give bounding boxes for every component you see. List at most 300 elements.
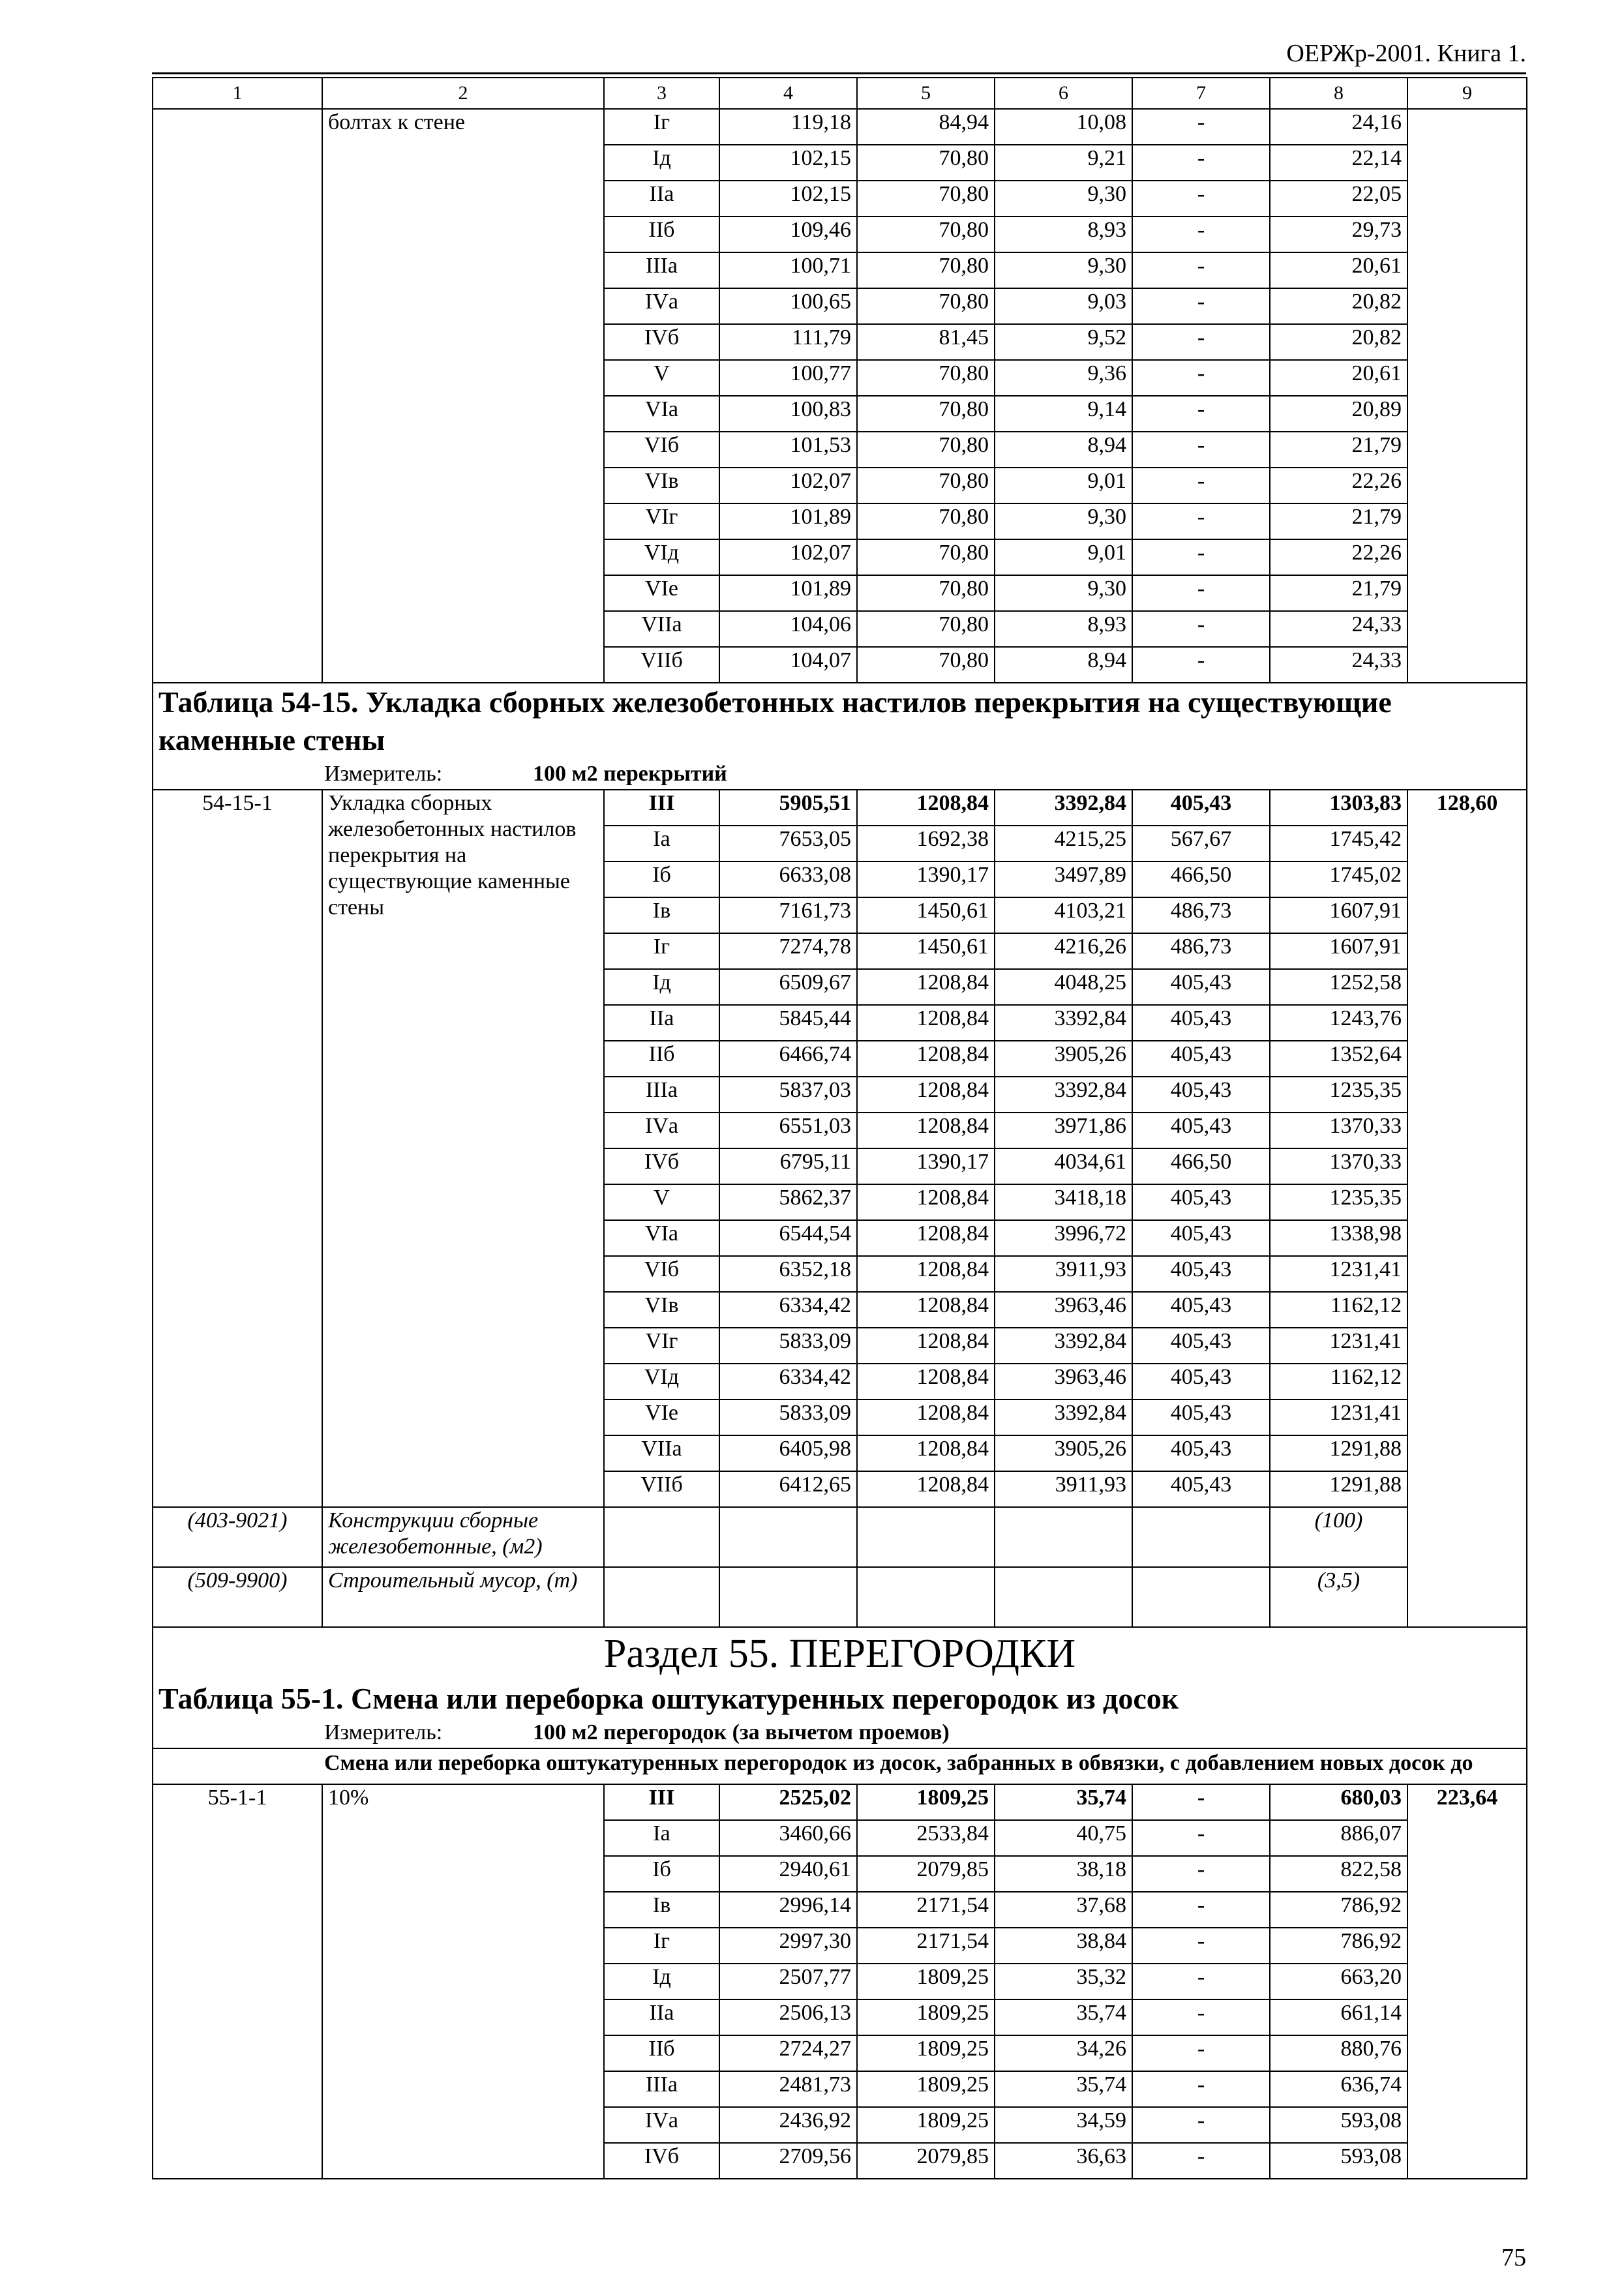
- work-description: Смена или переборка оштукатуренных перегородок из досок, забранных в обвязки, с добавлением новых досок до: [324, 1751, 1473, 1775]
- labor-cost-cell: 1390,17: [857, 1148, 995, 1184]
- machine-cost-cell: 3905,26: [995, 1041, 1132, 1077]
- table-title: Таблица 54-15. Укладка сборных железобетонных настилов перекрытия на существующие каменные стены: [158, 685, 1392, 756]
- table-row: [153, 109, 1527, 145]
- labor-cost-cell: 1809,25: [857, 1999, 995, 2035]
- operator-wage-cell: -: [1132, 217, 1270, 252]
- machine-cost-cell: 38,84: [995, 1928, 1132, 1964]
- zone-cell: V: [604, 1184, 719, 1220]
- labor-cost-cell: 2171,54: [857, 1928, 995, 1964]
- zone-cell: Iг: [604, 109, 719, 145]
- code-cell: 54-15-1: [153, 790, 322, 1507]
- zone-cell: IIб: [604, 1041, 719, 1077]
- operator-wage-cell: 405,43: [1132, 1077, 1270, 1113]
- machine-cost-cell: 3392,84: [995, 1399, 1132, 1435]
- operator-wage-cell: -: [1132, 1964, 1270, 1999]
- machine-cost-cell: 9,21: [995, 145, 1132, 181]
- operator-wage-cell: -: [1132, 468, 1270, 503]
- total-cost-cell: 6544,54: [719, 1220, 857, 1256]
- materials-cost-cell: 1231,41: [1270, 1256, 1407, 1292]
- total-cost-cell: 7161,73: [719, 897, 857, 933]
- materials-cost-cell: 1243,76: [1270, 1005, 1407, 1041]
- operator-wage-cell: 405,43: [1132, 969, 1270, 1005]
- machine-cost-cell: 9,52: [995, 324, 1132, 360]
- total-cost-cell: 109,46: [719, 217, 857, 252]
- zone-cell: VIд: [604, 1364, 719, 1399]
- materials-cost-cell: 24,16: [1270, 109, 1407, 145]
- zone-cell: Iв: [604, 897, 719, 933]
- operator-wage-cell: -: [1132, 1928, 1270, 1964]
- code-cell: [153, 109, 322, 683]
- total-cost-cell: 102,07: [719, 468, 857, 503]
- operator-wage-cell: -: [1132, 288, 1270, 324]
- materials-cost-cell: 786,92: [1270, 1928, 1407, 1964]
- materials-cost-cell: 29,73: [1270, 217, 1407, 252]
- labor-cost-cell: 1208,84: [857, 790, 995, 826]
- total-cost-cell: 5862,37: [719, 1184, 857, 1220]
- description-row: [153, 1748, 1527, 1784]
- zone-cell: VIб: [604, 432, 719, 468]
- materials-cost-cell: 886,07: [1270, 1820, 1407, 1856]
- machine-cost-cell: 3418,18: [995, 1184, 1132, 1220]
- section-heading-row: [153, 1627, 1527, 1680]
- measure-unit: [158, 1718, 1521, 1748]
- column-number: 9: [1407, 78, 1527, 109]
- machine-cost-cell: 9,03: [995, 288, 1132, 324]
- materials-cost-cell: 593,08: [1270, 2107, 1407, 2143]
- zone-cell: IVа: [604, 288, 719, 324]
- zone-cell: III: [604, 1784, 719, 1820]
- zone-cell: VIг: [604, 503, 719, 539]
- table-cell: [857, 1507, 995, 1567]
- materials-cost-cell: 1231,41: [1270, 1399, 1407, 1435]
- machine-cost-cell: 35,32: [995, 1964, 1132, 1999]
- machine-cost-cell: 4216,26: [995, 933, 1132, 969]
- labor-cost-cell: 70,80: [857, 539, 995, 575]
- materials-cost-cell: 22,26: [1270, 539, 1407, 575]
- materials-cost-cell: 24,33: [1270, 647, 1407, 683]
- zone-cell: IIа: [604, 1999, 719, 2035]
- machine-cost-cell: 8,93: [995, 217, 1132, 252]
- labor-cost-cell: 1208,84: [857, 1292, 995, 1328]
- operator-wage-cell: 405,43: [1132, 1328, 1270, 1364]
- total-cost-cell: 6551,03: [719, 1113, 857, 1148]
- total-cost-cell: 7274,78: [719, 933, 857, 969]
- labor-cost-cell: 1809,25: [857, 2107, 995, 2143]
- labor-hours-cell: 128,60: [1407, 790, 1527, 1627]
- zone-cell: IIIа: [604, 2071, 719, 2107]
- machine-cost-cell: 8,94: [995, 432, 1132, 468]
- header-rule: [152, 72, 1526, 74]
- labor-cost-cell: 1208,84: [857, 1471, 995, 1507]
- operator-wage-cell: -: [1132, 360, 1270, 396]
- labor-hours-cell: [1407, 109, 1527, 683]
- total-cost-cell: 100,65: [719, 288, 857, 324]
- machine-cost-cell: 9,14: [995, 396, 1132, 432]
- column-number: 3: [604, 78, 719, 109]
- zone-cell: IVа: [604, 2107, 719, 2143]
- resource-row: [153, 1507, 1527, 1567]
- operator-wage-cell: 405,43: [1132, 1005, 1270, 1041]
- machine-cost-cell: 3996,72: [995, 1220, 1132, 1256]
- zone-cell: Iд: [604, 1964, 719, 1999]
- operator-wage-cell: -: [1132, 145, 1270, 181]
- machine-cost-cell: 3963,46: [995, 1364, 1132, 1399]
- machine-cost-cell: 40,75: [995, 1820, 1132, 1856]
- measure-value: 100 м2 перегородок (за вычетом проемов): [533, 1720, 950, 1744]
- labor-cost-cell: 70,80: [857, 432, 995, 468]
- materials-cost-cell: 1303,83: [1270, 790, 1407, 826]
- zone-cell: IVб: [604, 324, 719, 360]
- total-cost-cell: 101,53: [719, 432, 857, 468]
- machine-cost-cell: 35,74: [995, 2071, 1132, 2107]
- total-cost-cell: 6334,42: [719, 1364, 857, 1399]
- machine-cost-cell: 37,68: [995, 1892, 1132, 1928]
- materials-cost-cell: 680,03: [1270, 1784, 1407, 1820]
- work-name-cell: Укладка сборных железобетонных настилов перекрытия на существующие каменные стены: [322, 790, 604, 1507]
- zone-cell: V: [604, 360, 719, 396]
- column-number: 8: [1270, 78, 1407, 109]
- materials-cost-cell: 20,61: [1270, 360, 1407, 396]
- labor-cost-cell: 1809,25: [857, 1784, 995, 1820]
- machine-cost-cell: 34,26: [995, 2035, 1132, 2071]
- work-name-cell: болтах к стене: [322, 109, 604, 683]
- total-cost-cell: 6352,18: [719, 1256, 857, 1292]
- materials-cost-cell: 1370,33: [1270, 1148, 1407, 1184]
- measure-label: Измеритель:: [324, 762, 443, 786]
- labor-cost-cell: 1208,84: [857, 1113, 995, 1148]
- operator-wage-cell: 405,43: [1132, 1041, 1270, 1077]
- resource-qty-cell: (100): [1270, 1507, 1407, 1567]
- table-heading-row: [153, 1680, 1527, 1748]
- total-cost-cell: 5833,09: [719, 1328, 857, 1364]
- materials-cost-cell: 20,61: [1270, 252, 1407, 288]
- operator-wage-cell: 466,50: [1132, 1148, 1270, 1184]
- machine-cost-cell: 3392,84: [995, 1328, 1132, 1364]
- materials-cost-cell: 22,14: [1270, 145, 1407, 181]
- resource-name-cell: Строительный мусор, (т): [322, 1567, 604, 1627]
- table-cell: [857, 1567, 995, 1627]
- total-cost-cell: 104,07: [719, 647, 857, 683]
- total-cost-cell: 2507,77: [719, 1964, 857, 1999]
- total-cost-cell: 102,15: [719, 181, 857, 217]
- machine-cost-cell: 9,30: [995, 181, 1132, 217]
- total-cost-cell: 2940,61: [719, 1856, 857, 1892]
- machine-cost-cell: 3963,46: [995, 1292, 1132, 1328]
- operator-wage-cell: -: [1132, 1856, 1270, 1892]
- total-cost-cell: 119,18: [719, 109, 857, 145]
- machine-cost-cell: 3497,89: [995, 861, 1132, 897]
- zone-cell: Iд: [604, 969, 719, 1005]
- labor-cost-cell: 2171,54: [857, 1892, 995, 1928]
- total-cost-cell: 2525,02: [719, 1784, 857, 1820]
- zone-cell: VIа: [604, 1220, 719, 1256]
- operator-wage-cell: 405,43: [1132, 1399, 1270, 1435]
- materials-cost-cell: 661,14: [1270, 1999, 1407, 2035]
- materials-cost-cell: 20,82: [1270, 288, 1407, 324]
- materials-cost-cell: 822,58: [1270, 1856, 1407, 1892]
- operator-wage-cell: -: [1132, 503, 1270, 539]
- labor-cost-cell: 1809,25: [857, 2071, 995, 2107]
- total-cost-cell: 2481,73: [719, 2071, 857, 2107]
- labor-cost-cell: 1208,84: [857, 1041, 995, 1077]
- zone-cell: IVб: [604, 1148, 719, 1184]
- operator-wage-cell: -: [1132, 1784, 1270, 1820]
- operator-wage-cell: 405,43: [1132, 790, 1270, 826]
- column-number: 2: [322, 78, 604, 109]
- zone-cell: Iб: [604, 1856, 719, 1892]
- labor-cost-cell: 1208,84: [857, 1328, 995, 1364]
- zone-cell: VIIб: [604, 647, 719, 683]
- labor-cost-cell: 70,80: [857, 611, 995, 647]
- resource-row: [153, 1567, 1527, 1627]
- labor-cost-cell: 84,94: [857, 109, 995, 145]
- total-cost-cell: 6466,74: [719, 1041, 857, 1077]
- materials-cost-cell: 1338,98: [1270, 1220, 1407, 1256]
- machine-cost-cell: 3971,86: [995, 1113, 1132, 1148]
- operator-wage-cell: 405,43: [1132, 1220, 1270, 1256]
- operator-wage-cell: 405,43: [1132, 1292, 1270, 1328]
- table-heading: [153, 1627, 1527, 1680]
- operator-wage-cell: -: [1132, 2035, 1270, 2071]
- materials-cost-cell: 593,08: [1270, 2143, 1407, 2179]
- total-cost-cell: 2436,92: [719, 2107, 857, 2143]
- total-cost-cell: 2996,14: [719, 1892, 857, 1928]
- materials-cost-cell: 1291,88: [1270, 1435, 1407, 1471]
- zone-cell: Iг: [604, 933, 719, 969]
- labor-cost-cell: 1809,25: [857, 2035, 995, 2071]
- operator-wage-cell: -: [1132, 432, 1270, 468]
- labor-cost-cell: 2533,84: [857, 1820, 995, 1856]
- machine-cost-cell: 9,01: [995, 468, 1132, 503]
- materials-cost-cell: 663,20: [1270, 1964, 1407, 1999]
- total-cost-cell: 2506,13: [719, 1999, 857, 2035]
- machine-cost-cell: 35,74: [995, 1784, 1132, 1820]
- materials-cost-cell: 1162,12: [1270, 1292, 1407, 1328]
- materials-cost-cell: 636,74: [1270, 2071, 1407, 2107]
- work-description-cell: [153, 1748, 1527, 1784]
- materials-cost-cell: 21,79: [1270, 503, 1407, 539]
- table-cell: [719, 1507, 857, 1567]
- measure-value: 100 м2 перекрытий: [533, 762, 727, 786]
- materials-cost-cell: 22,05: [1270, 181, 1407, 217]
- operator-wage-cell: -: [1132, 1820, 1270, 1856]
- zone-cell: IIа: [604, 181, 719, 217]
- machine-cost-cell: 3905,26: [995, 1435, 1132, 1471]
- machine-cost-cell: 9,30: [995, 252, 1132, 288]
- operator-wage-cell: -: [1132, 396, 1270, 432]
- zone-cell: VIб: [604, 1256, 719, 1292]
- materials-cost-cell: 1252,58: [1270, 969, 1407, 1005]
- column-number: 5: [857, 78, 995, 109]
- table-cell: [1132, 1567, 1270, 1627]
- section-title: Раздел 55. ПЕРЕГОРОДКИ: [603, 1632, 1076, 1676]
- total-cost-cell: 2997,30: [719, 1928, 857, 1964]
- labor-cost-cell: 1809,25: [857, 1964, 995, 1999]
- operator-wage-cell: 567,67: [1132, 826, 1270, 861]
- machine-cost-cell: 3392,84: [995, 1077, 1132, 1113]
- machine-cost-cell: 34,59: [995, 2107, 1132, 2143]
- total-cost-cell: 6509,67: [719, 969, 857, 1005]
- labor-cost-cell: 1208,84: [857, 1220, 995, 1256]
- column-number-row: [153, 78, 1527, 109]
- total-cost-cell: 100,83: [719, 396, 857, 432]
- operator-wage-cell: -: [1132, 324, 1270, 360]
- total-cost-cell: 6795,11: [719, 1148, 857, 1184]
- operator-wage-cell: -: [1132, 647, 1270, 683]
- machine-cost-cell: 36,63: [995, 2143, 1132, 2179]
- total-cost-cell: 2724,27: [719, 2035, 857, 2071]
- labor-cost-cell: 1450,61: [857, 933, 995, 969]
- total-cost-cell: 101,89: [719, 575, 857, 611]
- labor-cost-cell: 2079,85: [857, 1856, 995, 1892]
- zone-cell: IIа: [604, 1005, 719, 1041]
- zone-cell: IVа: [604, 1113, 719, 1148]
- machine-cost-cell: 9,30: [995, 575, 1132, 611]
- total-cost-cell: 102,07: [719, 539, 857, 575]
- labor-cost-cell: 70,80: [857, 288, 995, 324]
- table-cell: [995, 1507, 1132, 1567]
- materials-cost-cell: 1235,35: [1270, 1184, 1407, 1220]
- materials-cost-cell: 880,76: [1270, 2035, 1407, 2071]
- total-cost-cell: 2709,56: [719, 2143, 857, 2179]
- labor-cost-cell: 70,80: [857, 181, 995, 217]
- labor-cost-cell: 1692,38: [857, 826, 995, 861]
- total-cost-cell: 111,79: [719, 324, 857, 360]
- operator-wage-cell: -: [1132, 109, 1270, 145]
- total-cost-cell: 7653,05: [719, 826, 857, 861]
- operator-wage-cell: -: [1132, 575, 1270, 611]
- machine-cost-cell: 38,18: [995, 1856, 1132, 1892]
- operator-wage-cell: 405,43: [1132, 1184, 1270, 1220]
- machine-cost-cell: 4048,25: [995, 969, 1132, 1005]
- operator-wage-cell: 405,43: [1132, 1113, 1270, 1148]
- running-header: ОЕРЖр-2001. Книга 1.: [1286, 40, 1526, 67]
- total-cost-cell: 5905,51: [719, 790, 857, 826]
- zone-cell: VIе: [604, 575, 719, 611]
- materials-cost-cell: 20,89: [1270, 396, 1407, 432]
- machine-cost-cell: 9,01: [995, 539, 1132, 575]
- total-cost-cell: 6405,98: [719, 1435, 857, 1471]
- labor-cost-cell: 70,80: [857, 145, 995, 181]
- total-cost-cell: 3460,66: [719, 1820, 857, 1856]
- materials-cost-cell: 21,79: [1270, 432, 1407, 468]
- zone-cell: VIIб: [604, 1471, 719, 1507]
- zone-cell: Iа: [604, 826, 719, 861]
- operator-wage-cell: 405,43: [1132, 1435, 1270, 1471]
- total-cost-cell: 104,06: [719, 611, 857, 647]
- table-row: [153, 790, 1527, 826]
- resource-code-cell: (403-9021): [153, 1507, 322, 1567]
- labor-cost-cell: 70,80: [857, 503, 995, 539]
- table-cell: [604, 1567, 719, 1627]
- materials-cost-cell: 786,92: [1270, 1892, 1407, 1928]
- materials-cost-cell: 1745,02: [1270, 861, 1407, 897]
- labor-cost-cell: 81,45: [857, 324, 995, 360]
- table-heading: [153, 1680, 1527, 1748]
- table-row: [153, 1784, 1527, 1820]
- materials-cost-cell: 1607,91: [1270, 897, 1407, 933]
- materials-cost-cell: 1352,64: [1270, 1041, 1407, 1077]
- zone-cell: Iб: [604, 861, 719, 897]
- machine-cost-cell: 35,74: [995, 1999, 1132, 2035]
- labor-cost-cell: 1208,84: [857, 1435, 995, 1471]
- materials-cost-cell: 1607,91: [1270, 933, 1407, 969]
- materials-cost-cell: 22,26: [1270, 468, 1407, 503]
- total-cost-cell: 5837,03: [719, 1077, 857, 1113]
- machine-cost-cell: 4215,25: [995, 826, 1132, 861]
- labor-cost-cell: 1208,84: [857, 1077, 995, 1113]
- zone-cell: IIб: [604, 217, 719, 252]
- operator-wage-cell: -: [1132, 2143, 1270, 2179]
- operator-wage-cell: -: [1132, 252, 1270, 288]
- zone-cell: VIIа: [604, 611, 719, 647]
- column-number: 1: [153, 78, 322, 109]
- zone-cell: VIе: [604, 1399, 719, 1435]
- column-number: 4: [719, 78, 857, 109]
- materials-cost-cell: 1235,35: [1270, 1077, 1407, 1113]
- materials-cost-cell: 1370,33: [1270, 1113, 1407, 1148]
- total-cost-cell: 102,15: [719, 145, 857, 181]
- resource-code-cell: (509-9900): [153, 1567, 322, 1627]
- zone-cell: VIд: [604, 539, 719, 575]
- operator-wage-cell: -: [1132, 181, 1270, 217]
- total-cost-cell: 6633,08: [719, 861, 857, 897]
- work-name-cell: 10%: [322, 1784, 604, 2179]
- machine-cost-cell: 8,94: [995, 647, 1132, 683]
- machine-cost-cell: 3911,93: [995, 1471, 1132, 1507]
- operator-wage-cell: 405,43: [1132, 1256, 1270, 1292]
- zone-cell: VIа: [604, 396, 719, 432]
- materials-cost-cell: 1291,88: [1270, 1471, 1407, 1507]
- operator-wage-cell: -: [1132, 1892, 1270, 1928]
- zone-cell: IVб: [604, 2143, 719, 2179]
- zone-cell: Iг: [604, 1928, 719, 1964]
- machine-cost-cell: 9,36: [995, 360, 1132, 396]
- machine-cost-cell: 4034,61: [995, 1148, 1132, 1184]
- machine-cost-cell: 10,08: [995, 109, 1132, 145]
- labor-cost-cell: 70,80: [857, 360, 995, 396]
- labor-cost-cell: 1208,84: [857, 1364, 995, 1399]
- labor-cost-cell: 1208,84: [857, 1256, 995, 1292]
- labor-cost-cell: 70,80: [857, 575, 995, 611]
- operator-wage-cell: -: [1132, 2107, 1270, 2143]
- materials-cost-cell: 1745,42: [1270, 826, 1407, 861]
- zone-cell: Iв: [604, 1892, 719, 1928]
- zone-cell: VIв: [604, 1292, 719, 1328]
- table-cell: [995, 1567, 1132, 1627]
- machine-cost-cell: 4103,21: [995, 897, 1132, 933]
- machine-cost-cell: 9,30: [995, 503, 1132, 539]
- labor-cost-cell: 1208,84: [857, 1005, 995, 1041]
- zone-cell: III: [604, 790, 719, 826]
- total-cost-cell: 5833,09: [719, 1399, 857, 1435]
- materials-cost-cell: 1162,12: [1270, 1364, 1407, 1399]
- labor-cost-cell: 1450,61: [857, 897, 995, 933]
- machine-cost-cell: 8,93: [995, 611, 1132, 647]
- labor-cost-cell: 1390,17: [857, 861, 995, 897]
- page-number: 75: [1501, 2244, 1526, 2271]
- operator-wage-cell: 486,73: [1132, 897, 1270, 933]
- code-cell: 55-1-1: [153, 1784, 322, 2179]
- zone-cell: Iа: [604, 1820, 719, 1856]
- operator-wage-cell: -: [1132, 2071, 1270, 2107]
- operator-wage-cell: -: [1132, 611, 1270, 647]
- zone-cell: IIIа: [604, 1077, 719, 1113]
- machine-cost-cell: 3911,93: [995, 1256, 1132, 1292]
- labor-cost-cell: 1208,84: [857, 969, 995, 1005]
- labor-cost-cell: 70,80: [857, 468, 995, 503]
- zone-cell: VIв: [604, 468, 719, 503]
